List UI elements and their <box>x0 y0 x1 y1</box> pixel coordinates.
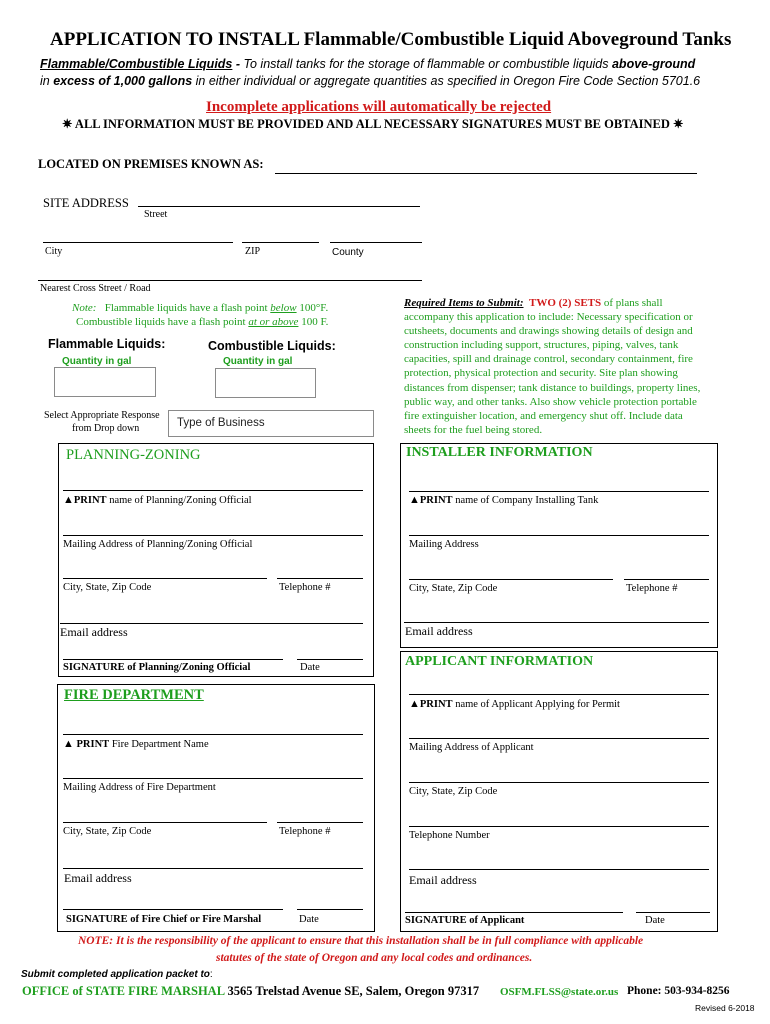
required-line: distances from dispenser; tank distance to buildings, property lines, <box>404 381 701 394</box>
planning-phone-label: Telephone # <box>279 582 331 593</box>
intro-text-1: To install tanks for the storage of flammable or combustible liquids <box>243 57 612 71</box>
note-text-1a: Flammable liquids have a flash point <box>104 302 271 314</box>
planning-date-label: Date <box>300 662 320 673</box>
planning-signature-label: SIGNATURE of Planning/Zoning Official <box>63 662 251 673</box>
city-label: City <box>45 246 63 257</box>
fire-signature-label: SIGNATURE of Fire Chief or Fire Marshal <box>66 914 262 925</box>
triangle-up-icon: ▲ <box>63 738 74 750</box>
office-email[interactable]: OSFM.FLSS@state.or.us <box>500 986 619 998</box>
installer-city-input-line[interactable] <box>409 579 613 580</box>
required-line: accompany this application to include: Necessary specification or <box>404 311 693 324</box>
fire-date-line[interactable] <box>297 909 363 910</box>
planning-print-bold: PRINT <box>73 495 107 506</box>
fire-email-input-line[interactable] <box>63 868 363 869</box>
fire-date-label: Date <box>299 914 319 925</box>
cross-street-input-line[interactable] <box>38 280 422 281</box>
premises-input-line[interactable] <box>275 173 697 174</box>
required-line-0: of plans shall <box>601 297 663 309</box>
page-title: APPLICATION TO INSTALL Flammable/Combustible Liquid Aboveground Tanks <box>50 29 732 50</box>
triangle-up-icon: ▲ <box>409 494 420 506</box>
flammable-quantity-input[interactable] <box>54 367 156 397</box>
planning-city-label: City, State, Zip Code <box>63 582 152 593</box>
intro-text-3: in either individual or aggregate quantities as specified in Oregon Fire Code Section 5701.6 <box>192 74 701 88</box>
planning-date-line[interactable] <box>297 659 363 660</box>
city-input-line[interactable] <box>43 242 233 243</box>
footer-note-2: statutes of the state of Oregon and any local codes and ordinances. <box>216 952 533 964</box>
intro-text-2: in <box>40 74 54 88</box>
required-items-block <box>404 296 700 437</box>
revised-date: Revised 6-2018 <box>695 1003 755 1013</box>
required-items-heading: Required Items to Submit: <box>404 297 524 309</box>
required-sets: TWO (2) SETS <box>529 297 602 309</box>
note-text-2u: at or above <box>248 316 299 328</box>
fire-mailing-input-line[interactable] <box>63 778 363 779</box>
combustible-qty-label: Quantity in gal <box>223 356 293 367</box>
note-text-1u: below <box>270 302 297 314</box>
installer-print-bold: PRINT <box>419 495 453 506</box>
required-line: public way, and other tanks. Also show vehicle protection portable <box>404 395 697 408</box>
planning-phone-input-line[interactable] <box>277 578 363 579</box>
triangle-up-icon: ▲ <box>409 698 420 710</box>
flammable-qty-label: Quantity in gal <box>62 356 132 367</box>
applicant-name-input-line[interactable] <box>409 694 709 695</box>
installer-print-rest: name of Company Installing Tank <box>452 495 599 506</box>
applicant-date-label: Date <box>645 915 665 926</box>
flash-note-1 <box>72 302 328 314</box>
triangle-up-icon: ▲ <box>63 494 74 506</box>
footer-note-1 <box>78 935 643 947</box>
fire-email-label: Email address <box>64 871 132 885</box>
applicant-mailing-input-line[interactable] <box>409 738 709 739</box>
required-line: cutsheets, documents and drawings showing details of design and <box>404 325 693 338</box>
county-input-line[interactable] <box>330 242 422 243</box>
planning-name-input-line[interactable] <box>63 490 363 491</box>
footer-note-label: NOTE: <box>78 935 114 947</box>
cross-street-label: Nearest Cross Street / Road <box>40 283 151 294</box>
combustible-label: Combustible Liquids: <box>208 339 336 353</box>
star-icon: ✷ <box>62 117 73 131</box>
fire-print-rest: Fire Department Name <box>109 739 209 750</box>
submit-line <box>21 969 213 980</box>
business-type-select[interactable] <box>168 410 374 437</box>
submit-colon: : <box>209 969 213 980</box>
flammable-label: Flammable Liquids: <box>48 337 166 351</box>
applicant-date-line[interactable] <box>636 912 710 913</box>
applicant-phone-label: Telephone Number <box>409 830 490 841</box>
planning-mailing-label: Mailing Address of Planning/Zoning Official <box>63 539 253 550</box>
applicant-print-rest: name of Applicant Applying for Permit <box>452 699 620 710</box>
intro-bold-2: excess of 1,000 gallons <box>53 74 193 88</box>
note-text-1b: 100°F. <box>296 302 329 314</box>
intro-line-1 <box>40 57 695 71</box>
submit-label: Submit completed application packet to <box>21 969 210 980</box>
fire-signature-line[interactable] <box>63 909 283 910</box>
zip-label: ZIP <box>245 246 260 257</box>
fire-heading: FIRE DEPARTMENT <box>64 687 204 703</box>
applicant-signature-label: SIGNATURE of Applicant <box>405 915 525 926</box>
street-input-line[interactable] <box>138 206 420 207</box>
zip-input-line[interactable] <box>242 242 319 243</box>
required-items-first-line <box>404 296 700 310</box>
note-text-2a: Combustible liquids have a flash point <box>76 316 249 328</box>
installer-phone-input-line[interactable] <box>624 579 709 580</box>
fire-city-input-line[interactable] <box>63 822 267 823</box>
fire-department-section <box>57 684 375 932</box>
applicant-email-label: Email address <box>409 873 477 887</box>
installer-print-label <box>409 494 598 506</box>
applicant-city-input-line[interactable] <box>409 782 709 783</box>
street-label: Street <box>144 209 168 220</box>
required-line: protection, physical protection and security. Site plan showing <box>404 367 678 380</box>
info-requirement-text: ALL INFORMATION MUST BE PROVIDED AND ALL NECESSARY SIGNATURES MUST BE OBTAINED <box>74 117 670 131</box>
combustible-quantity-input[interactable] <box>215 368 316 398</box>
dropdown-instruction-1: Select Appropriate Response <box>44 410 160 421</box>
installer-mailing-label: Mailing Address <box>409 539 479 550</box>
site-address-label: SITE ADDRESS <box>43 196 129 210</box>
installer-phone-label: Telephone # <box>626 583 678 594</box>
fire-city-label: City, State, Zip Code <box>63 826 152 837</box>
installer-city-label: City, State, Zip Code <box>409 583 498 594</box>
note-text-2b: 100 F. <box>298 316 329 328</box>
planning-print-rest: name of Planning/Zoning Official <box>106 495 252 506</box>
office-line <box>22 984 479 999</box>
intro-dash: - <box>232 57 244 71</box>
note-label: Note: <box>72 302 97 314</box>
installer-mailing-input-line[interactable] <box>409 535 709 536</box>
required-line: sheets for the fuel being stored. <box>404 423 543 436</box>
fire-phone-label: Telephone # <box>279 826 331 837</box>
footer-note-text-1: It is the responsibility of the applicant to ensure that this installation shall be in full compliance with applicable <box>113 935 644 947</box>
planning-print-label <box>63 494 252 506</box>
star-icon: ✷ <box>672 117 684 131</box>
intro-bold-1: above-ground <box>611 57 696 71</box>
intro-lead: Flammable/Combustible Liquids <box>40 57 233 71</box>
intro-line-2 <box>40 74 700 88</box>
required-line: construction including support, structures, piping, valves, tank <box>404 339 679 352</box>
dropdown-instruction-2: from Drop down <box>72 423 140 434</box>
office-name: OFFICE of STATE FIRE MARSHAL <box>22 984 225 998</box>
flash-note-2 <box>76 316 328 328</box>
planning-zoning-section <box>58 443 374 677</box>
applicant-city-label: City, State, Zip Code <box>409 786 498 797</box>
premises-label: LOCATED ON PREMISES KNOWN AS: <box>38 157 264 171</box>
planning-email-label: Email address <box>60 625 128 639</box>
planning-email-input-line[interactable] <box>60 623 363 624</box>
required-line: fire extinguisher location, and emergency shut off. Include data <box>404 409 683 422</box>
applicant-phone-input-line[interactable] <box>409 826 709 827</box>
installer-email-input-line[interactable] <box>404 622 709 623</box>
applicant-heading: APPLICANT INFORMATION <box>405 654 594 669</box>
applicant-email-input-line[interactable] <box>409 869 709 870</box>
applicant-print-label <box>409 698 620 710</box>
planning-city-input-line[interactable] <box>63 578 267 579</box>
info-requirement <box>62 116 683 132</box>
applicant-mailing-label: Mailing Address of Applicant <box>409 742 534 753</box>
fire-mailing-label: Mailing Address of Fire Department <box>63 782 216 793</box>
installer-heading: INSTALLER INFORMATION <box>406 445 593 460</box>
business-type-placeholder: Type of Business <box>177 417 265 429</box>
office-phone: Phone: 503-934-8256 <box>627 985 730 997</box>
fire-print-bold: PRINT <box>76 739 110 750</box>
office-address: 3565 Trelstad Avenue SE, Salem, Oregon 97317 <box>224 984 480 998</box>
planning-signature-line[interactable] <box>63 659 283 660</box>
fire-print-label <box>63 738 209 750</box>
required-line: capacities, spill and drainage control, secondary containment, fire <box>404 353 693 366</box>
installer-name-input-line[interactable] <box>409 491 709 492</box>
fire-phone-input-line[interactable] <box>277 822 363 823</box>
planning-mailing-input-line[interactable] <box>63 535 363 536</box>
county-label: County <box>332 247 364 258</box>
applicant-signature-line[interactable] <box>405 912 623 913</box>
installer-email-label: Email address <box>405 624 473 638</box>
applicant-print-bold: PRINT <box>419 699 453 710</box>
rejection-warning: Incomplete applications will automatically be rejected <box>206 99 552 115</box>
planning-heading: PLANNING-ZONING <box>66 447 201 463</box>
fire-name-input-line[interactable] <box>63 734 363 735</box>
